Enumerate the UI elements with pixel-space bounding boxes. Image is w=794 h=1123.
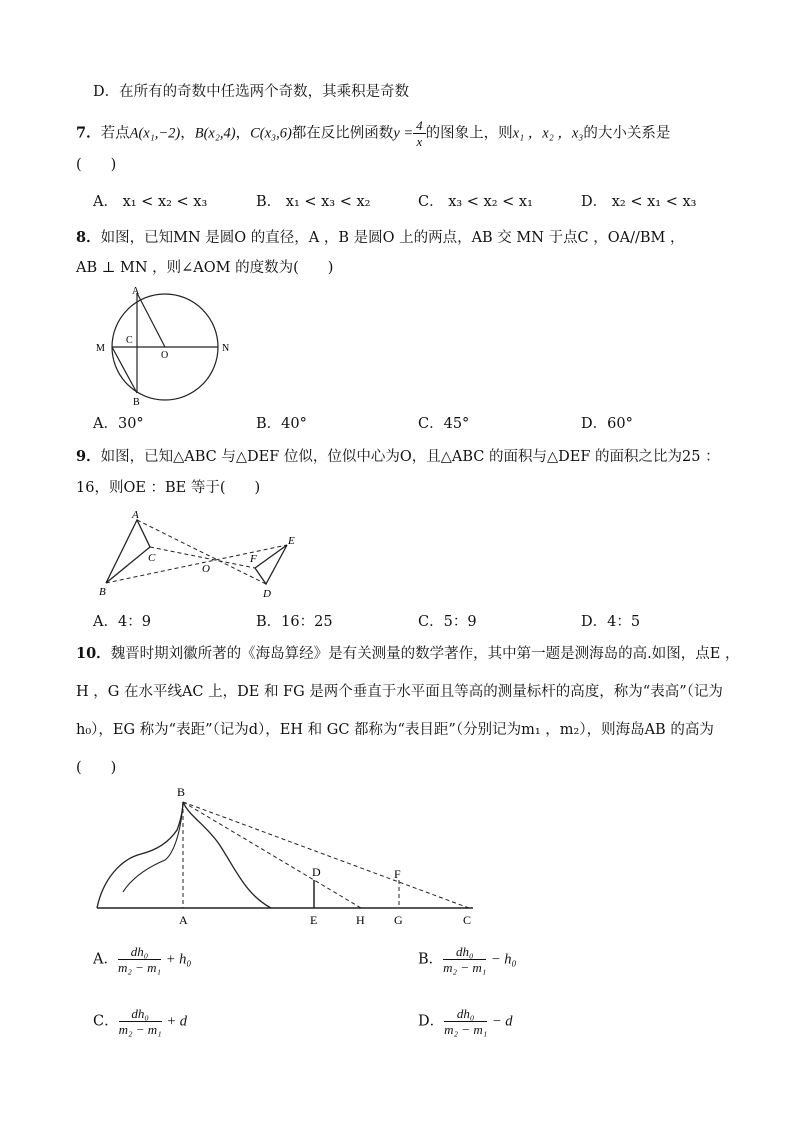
q10-number: 10． xyxy=(76,645,111,662)
q10-option-d-letter: D． xyxy=(418,1013,445,1030)
q8-segment-bm xyxy=(112,347,137,393)
q7-paren: ( ) xyxy=(76,157,117,173)
q10-label-h: H xyxy=(356,913,365,927)
q9-option-a[interactable]: A．4：9 xyxy=(93,614,151,630)
q9-label-d: D xyxy=(263,588,271,600)
q10-option-c-num: dh₀ xyxy=(119,1006,162,1022)
q7-number: 7． xyxy=(76,124,101,142)
q10-line1: 魏晋时期刘徽所著的《海岛算经》是有关测量的数学著作，其中第一题是测海岛的高.如图，点E ， xyxy=(110,646,740,662)
q8-label-m: M xyxy=(96,343,105,354)
q9-line1: 如图，已知△ABC 与△DEF 位似，位似中心为O，且△ABC 的面积与△DEF 的面积之比为25 ： xyxy=(100,449,720,465)
q8-number: 8． xyxy=(76,229,101,246)
q10-option-b-letter: B． xyxy=(418,951,444,968)
q7-fraction xyxy=(413,118,426,149)
q9-stem-line2: 16，则OE ：BE 等于( ) xyxy=(76,480,261,496)
q7-func-num: 4 xyxy=(413,118,426,134)
q10-option-a[interactable] xyxy=(93,944,191,975)
q10-label-g: G xyxy=(394,913,403,927)
q7-func-den: x xyxy=(416,134,423,149)
q10-label-a: A xyxy=(179,913,188,927)
q10-sight-bh xyxy=(183,802,361,908)
q7-option-a[interactable]: A． x₁ < x₂ < x₃ xyxy=(93,194,208,210)
q10-option-a-letter: A． xyxy=(93,951,118,968)
q10-label-c: C xyxy=(463,913,472,927)
q10-stem-line3: h₀），EG 称为“表距”（记为d），EH 和 GC 都称为“表目距”（分别记为m₁ ，m₂），则海岛AB 的高为 xyxy=(76,722,714,738)
q7-vars: x₁ ，x₂ ，x₃ xyxy=(512,125,584,142)
q10-option-c-letter: C． xyxy=(93,1013,119,1030)
q7-point-c: C(x₃,6) xyxy=(250,125,292,142)
q10-island-figure xyxy=(93,784,477,928)
q8-option-b[interactable]: B．40° xyxy=(256,416,307,432)
q10-option-c-fraction xyxy=(119,1006,162,1037)
q7-option-b[interactable]: B． x₁ < x₃ < x₂ xyxy=(256,194,371,210)
q10-label-b: B xyxy=(177,785,186,799)
q8-label-a: A xyxy=(132,286,140,297)
q10-option-d[interactable] xyxy=(418,1006,513,1037)
q7-text-c: 的图象上，则 xyxy=(425,125,513,142)
q9-label-b: B xyxy=(99,586,106,598)
q7-text-b: 都在反比例函数 xyxy=(291,125,394,142)
q9-label-e: E xyxy=(288,535,295,547)
q9-option-d[interactable]: D．4：5 xyxy=(581,614,641,630)
q10-option-b-den: m₂ − m₁ xyxy=(443,960,487,975)
q8-label-c: C xyxy=(126,335,133,346)
q10-option-a-tail: + h₀ xyxy=(165,951,192,968)
q10-label-e: E xyxy=(310,913,318,927)
q8-option-c[interactable]: C．45° xyxy=(418,416,470,432)
q10-label-f: F xyxy=(394,867,401,881)
q10-option-b-fraction xyxy=(443,944,486,975)
q10-option-d-fraction xyxy=(444,1006,487,1037)
q10-option-b-tail: − h₀ xyxy=(490,951,517,968)
q10-option-d-tail: − d xyxy=(491,1013,513,1030)
q9-homothety-figure xyxy=(93,506,303,602)
q6-option-d: D．在所有的奇数中任选两个奇数，其乘积是奇数 xyxy=(93,84,410,100)
q7-option-c[interactable]: C． x₃ < x₂ < x₁ xyxy=(418,194,533,210)
q9-option-c[interactable]: C．5：9 xyxy=(418,614,477,630)
q9-label-o: O xyxy=(202,563,210,575)
q10-island-outline xyxy=(97,802,271,908)
q9-number: 9． xyxy=(76,448,101,465)
q7-text-a: 若点 xyxy=(100,125,130,142)
q8-option-d[interactable]: D．60° xyxy=(581,416,633,432)
q8-line1: 如图，已知MN 是圆O 的直径，A ，B 是圆O 上的两点，AB 交 MN 于点C ，OA//BM ， xyxy=(100,230,685,246)
q8-stem-line2: AB ⊥ MN ，则∠AOM 的度数为( ) xyxy=(76,260,334,276)
q10-option-a-fraction xyxy=(118,944,161,975)
q8-segment-oa xyxy=(137,293,165,347)
q9-label-c: C xyxy=(148,552,156,564)
q10-option-a-num: dh₀ xyxy=(118,944,161,960)
q10-option-b[interactable] xyxy=(418,944,517,975)
q7-stem: 7．若点A(x₁,−2)，B(x₂,4)，C(x₃,6)都在反比例函数y = $\frac{4}{x}$ 的图象上，则x₁ ，x₂ ，x₃的大小关系是 xyxy=(76,118,671,149)
q10-option-b-num: dh₀ xyxy=(443,944,486,960)
q8-option-a[interactable]: A．30° xyxy=(93,416,144,432)
q10-option-c-den: m₂ − m₁ xyxy=(118,1022,162,1037)
q7-point-a: A(x₁,−2) xyxy=(129,125,181,142)
q10-option-c-tail: + d xyxy=(166,1013,187,1030)
q8-label-n: N xyxy=(222,343,230,354)
q10-paren: ( ) xyxy=(76,760,117,776)
q10-label-d: D xyxy=(312,865,321,879)
q10-option-d-den: m₂ − m₁ xyxy=(444,1022,488,1037)
q8-label-b: B xyxy=(133,397,140,406)
q10-option-d-num: dh₀ xyxy=(444,1006,487,1022)
q10-stem-line2: H ，G 在水平线AC 上，DE 和 FG 是两个垂直于水平面且等高的测量标杆的高度，称为“表高”（记为 xyxy=(76,684,723,700)
q10-option-c[interactable] xyxy=(93,1006,187,1037)
q9-stem-line1 xyxy=(76,447,720,467)
q7-option-d[interactable]: D． x₂ < x₁ < x₃ xyxy=(581,194,697,210)
q8-stem-line1 xyxy=(76,228,685,248)
q10-stem-line1 xyxy=(76,644,740,664)
q8-label-o: O xyxy=(161,350,169,361)
q10-island-ridge xyxy=(123,802,183,892)
q8-circle-figure xyxy=(93,286,233,406)
q9-triangle-abc xyxy=(106,520,150,583)
q9-label-f: F xyxy=(250,553,257,565)
q9-label-a: A xyxy=(132,509,139,521)
q7-point-b: B(x₂,4) xyxy=(194,125,236,142)
q7-text-d: 的大小关系是 xyxy=(583,125,671,142)
q7-func-lhs: y = xyxy=(393,125,414,142)
q9-option-b[interactable]: B．16：25 xyxy=(256,614,333,630)
q10-option-a-den: m₂ − m₁ xyxy=(117,960,162,975)
